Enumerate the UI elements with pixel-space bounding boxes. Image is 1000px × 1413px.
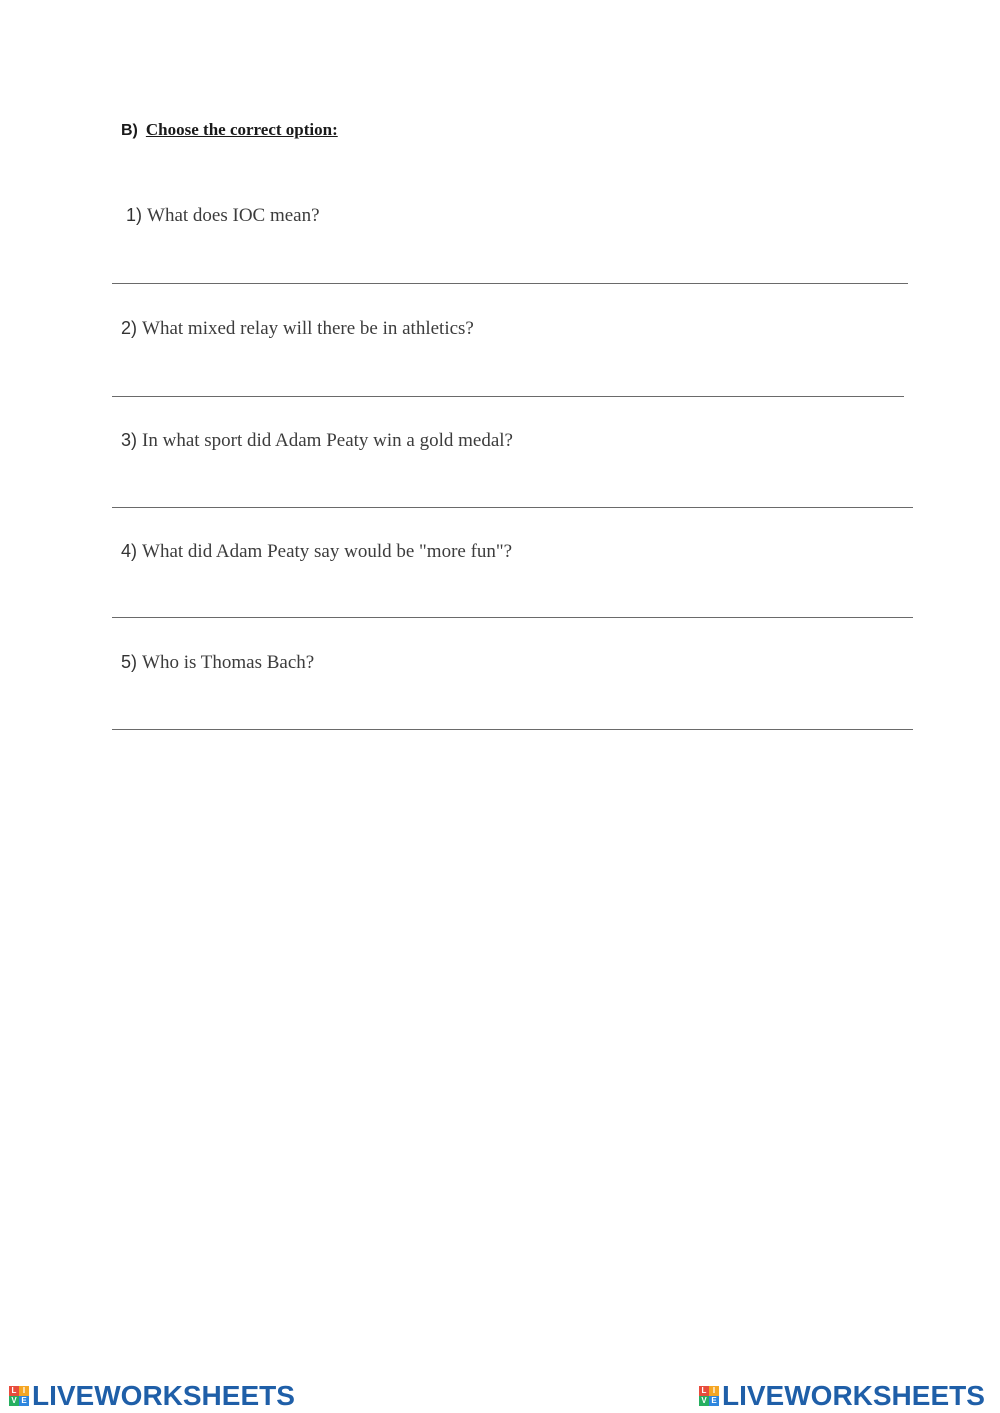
logo-mark-letter: E <box>709 1396 719 1406</box>
question-2 <box>121 318 474 340</box>
question-text: Who is Thomas Bach? <box>142 652 315 673</box>
question-text: What does IOC mean? <box>147 205 320 226</box>
question-3 <box>121 430 513 452</box>
logo-mark-letter: L <box>699 1386 709 1396</box>
logo-mark-letter: V <box>9 1396 19 1406</box>
answer-line-3[interactable] <box>112 507 913 508</box>
liveworksheets-logo-text: LIVEWORKSHEETS <box>722 1380 985 1411</box>
question-text: What mixed relay will there be in athletics? <box>142 318 474 339</box>
liveworksheets-logo-text: LIVEWORKSHEETS <box>32 1380 295 1411</box>
answer-line-2[interactable] <box>112 396 904 397</box>
question-number: 3) <box>121 430 138 450</box>
liveworksheets-logo-right[interactable] <box>699 1379 985 1413</box>
logo-mark-letter: E <box>19 1396 29 1406</box>
answer-line-5[interactable] <box>112 729 913 730</box>
liveworksheets-logo-left[interactable] <box>9 1379 295 1413</box>
liveworksheets-logo-icon <box>9 1386 29 1406</box>
question-number: 5) <box>121 652 138 672</box>
section-letter: B) <box>121 122 138 139</box>
question-text: What did Adam Peaty say would be "more fun"? <box>142 541 513 562</box>
question-1 <box>121 205 320 227</box>
logo-mark-letter: I <box>709 1386 719 1396</box>
liveworksheets-logo-icon <box>699 1386 719 1406</box>
answer-line-1[interactable] <box>112 283 908 284</box>
logo-mark-letter: V <box>699 1396 709 1406</box>
question-5 <box>121 652 314 674</box>
section-title <box>121 120 338 140</box>
question-text: In what sport did Adam Peaty win a gold medal? <box>142 430 513 451</box>
question-number: 4) <box>121 541 138 561</box>
question-number: 1) <box>126 205 143 225</box>
question-4 <box>121 541 512 563</box>
logo-mark-letter: I <box>19 1386 29 1396</box>
logo-mark-letter: L <box>9 1386 19 1396</box>
question-number: 2) <box>121 318 138 338</box>
section-heading: Choose the correct option: <box>145 120 338 139</box>
answer-line-4[interactable] <box>112 617 913 618</box>
